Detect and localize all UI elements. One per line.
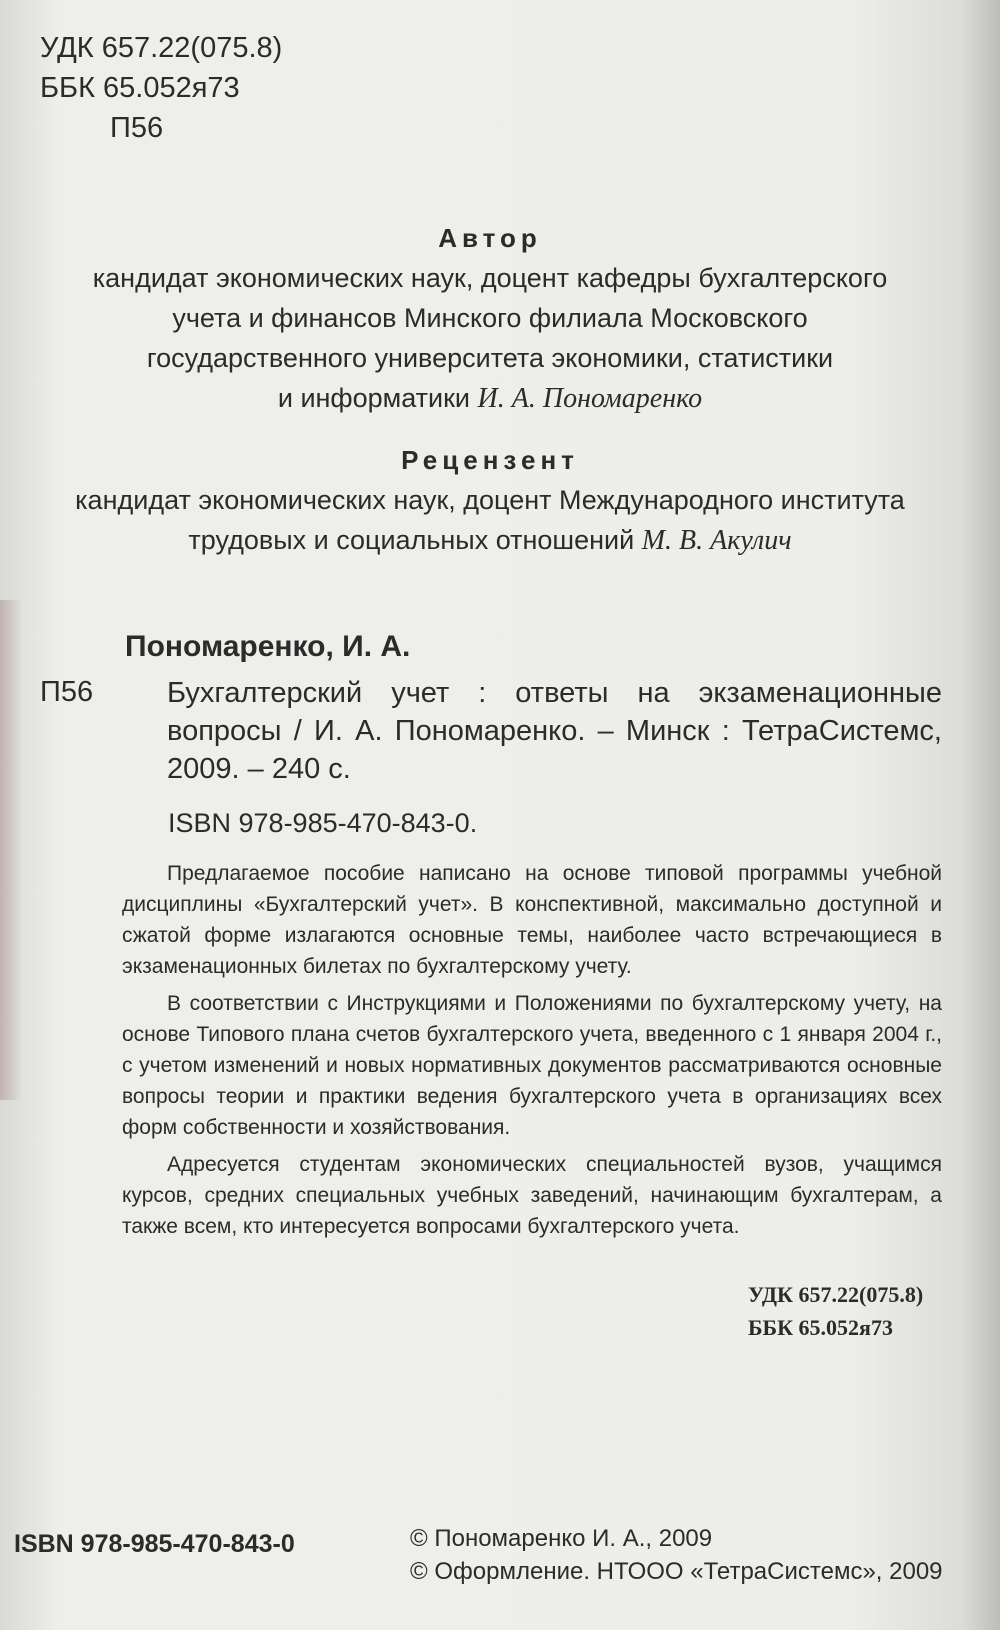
bibliographic-text: Бухгалтерский учет : ответы на экзаменационные вопросы / И. А. Пономаренко. – Минск : ТетраСистемс, 2009. – 240 с. [167,677,942,785]
bbk-code: ББК 65.052я73 [40,72,240,104]
reviewer-line-2 [30,520,950,561]
udk-code: УДК 657.22(075.8) [40,32,283,64]
bbk-code-bottom: ББК 65.052я73 [748,1315,893,1340]
reviewer-section [30,440,950,561]
reviewer-line-1: кандидат экономических наук, доцент Международного института [75,485,905,515]
author-affiliation-end: и информатики [277,383,471,413]
author-heading: Автор [438,223,542,253]
reviewer-heading: Рецензент [401,445,579,475]
page-edge-shadow [0,600,22,1100]
classification-codes-bottom [748,1278,923,1344]
author-line-1: кандидат экономических наук, доцент кафедры бухгалтерского [92,263,888,293]
bibliographic-description [122,674,942,788]
author-index-code: П56 [110,112,164,144]
bibliographic-author: Пономаренко, И. А. [125,630,411,663]
annotation-paragraph-2: В соответствии с Инструкциями и Положениями по бухгалтерскому учету, на основе Типового плана счетов бухгалтерского учета, введенного с 1 января 2004 г., с учетом изменений и новых нормативных документов рассматриваются основные вопросы теории и практики ведения бухгалтерского учета в организациях всех форм собственности и хозяйствования. [122,992,942,1139]
copyright-block [410,1522,943,1588]
author-name: И. А. Пономаренко [477,383,703,414]
annotation [122,858,942,1248]
reviewer-affiliation-end: трудовых и социальных отношений [188,525,635,555]
author-line-4 [30,378,950,419]
author-line-2: учета и финансов Минского филиала Московского [172,303,808,333]
copyright-author: © Пономаренко И. А., 2009 [410,1525,713,1552]
author-section [30,218,950,419]
footer-isbn: ISBN 978-985-470-843-0 [14,1530,295,1558]
annotation-paragraph-1: Предлагаемое пособие написано на основе типовой программы учебной дисциплины «Бухгалтерский учет». В конспективной, максимально доступной и сжатой форме излагаются основные темы, наиболее часто встречающиеся в экзаменационных билетах по бухгалтерскому учету. [122,862,942,978]
annotation-paragraph-3: Адресуется студентам экономических специальностей вузов, учащимся курсов, средних специальных учебных заведений, начинающим бухгалтерам, а также всем, кто интересуется вопросами бухгалтерского учета. [122,1153,942,1238]
bibliographic-isbn: ISBN 978-985-470-843-0. [168,808,478,838]
reviewer-name: М. В. Акулич [641,525,792,556]
classification-codes-top [40,28,282,148]
bibliographic-index: П56 [40,676,94,708]
author-line-3: государственного университета экономики, статистики [146,343,834,373]
udk-code-bottom: УДК 657.22(075.8) [748,1282,924,1307]
copyright-design: © Оформление. НТООО «ТетраСистемс», 2009 [410,1558,943,1585]
